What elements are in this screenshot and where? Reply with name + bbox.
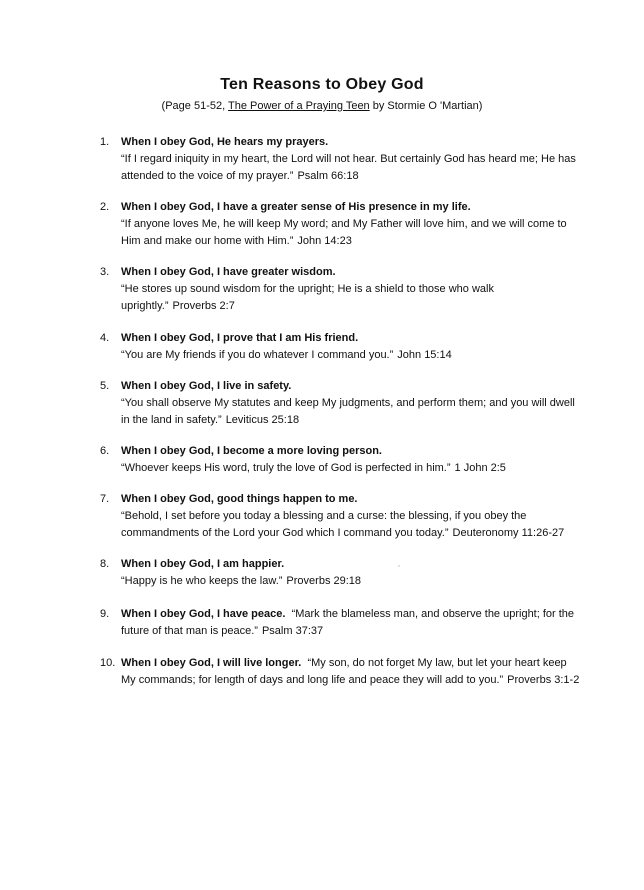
- item-number: 6.: [100, 445, 110, 457]
- item-number: 8.: [100, 558, 110, 570]
- item-heading: When I obey God, I am happier.: [121, 558, 285, 570]
- item-verse: “My son, do not forget My law, but let your heart keep My commands; for length of days and long life and peace they will add to you.”: [121, 657, 567, 686]
- scan-speck: [398, 565, 400, 567]
- list-item: [100, 264, 580, 315]
- item-reference: John 14:23: [297, 235, 352, 247]
- item-reference: Proverbs 29:18: [286, 575, 362, 587]
- item-reference: Psalm 37:37: [261, 625, 324, 637]
- item-reference: John 15:14: [397, 349, 452, 361]
- item-number: 7.: [100, 493, 110, 505]
- item-heading: When I obey God, I have peace.: [121, 608, 286, 620]
- book-title: The Power of a Praying Teen: [228, 100, 370, 112]
- document-subtitle: [0, 100, 644, 112]
- item-heading: When I obey God, I have greater wisdom.: [121, 266, 336, 278]
- item-heading: When I obey God, I have a greater sense of His presence in my life.: [121, 201, 471, 213]
- item-verse: “If anyone loves Me, he will keep My word; and My Father will love him, and we will come to Him and make our home with Him.”: [121, 218, 567, 247]
- list-item: [100, 606, 580, 640]
- item-reference: Proverbs 3:1-2: [507, 674, 580, 686]
- item-reference: 1 John 2:5: [454, 462, 506, 474]
- list-item: [100, 330, 580, 364]
- item-verse: “If I regard iniquity in my heart, the Lord will not hear. But certainly God has heard me; He has attended to the voice of my prayer.”: [121, 153, 576, 182]
- item-verse: “You shall observe My statutes and keep My judgments, and perform them; and you will dwell in the land in safety.”: [121, 397, 575, 426]
- document-title: Ten Reasons to Obey God: [220, 76, 424, 93]
- item-verse: “Behold, I set before you today a blessing and a curse: the blessing, if you obey the commandments of the Lord your God which I command you today.”: [121, 510, 527, 539]
- list-item: [100, 655, 580, 689]
- item-heading: When I obey God, I prove that I am His friend.: [121, 332, 359, 344]
- item-heading: When I obey God, I become a more loving person.: [121, 445, 382, 457]
- item-reference: Psalm 66:18: [297, 170, 359, 182]
- item-heading: When I obey God, I will live longer.: [121, 657, 302, 669]
- list-item: [100, 556, 580, 590]
- item-verse: “He stores up sound wisdom for the upright; He is a shield to those who walk uprightly.”: [121, 283, 494, 312]
- item-number: 3.: [100, 266, 110, 278]
- subtitle-suffix: by Stormie O 'Martian): [369, 100, 483, 112]
- item-number: 1.: [100, 136, 110, 148]
- item-number: 10.: [100, 657, 116, 669]
- subtitle-prefix: (Page 51-52,: [161, 100, 229, 112]
- list-item: [100, 378, 580, 429]
- list-item: [100, 199, 580, 250]
- item-number: 4.: [100, 332, 110, 344]
- item-reference: Deuteronomy 11:26-27: [452, 527, 565, 539]
- item-heading: When I obey God, I live in safety.: [121, 380, 292, 392]
- item-heading: When I obey God, good things happen to me.: [121, 493, 358, 505]
- item-heading: When I obey God, He hears my prayers.: [121, 136, 329, 148]
- item-verse: “Happy is he who keeps the law.”: [121, 575, 283, 587]
- list-item: [100, 134, 580, 185]
- item-reference: Proverbs 2:7: [172, 300, 235, 312]
- list-item: [100, 443, 580, 477]
- item-verse: “Mark the blameless man, and observe the upright; for the future of that man is peace.”: [121, 608, 575, 637]
- item-reference: Leviticus 25:18: [225, 414, 300, 426]
- item-verse: “You are My friends if you do whatever I command you.”: [121, 349, 394, 361]
- item-verse: “Whoever keeps His word, truly the love of God is perfected in him.”: [121, 462, 451, 474]
- item-number: 5.: [100, 380, 110, 392]
- item-number: 2.: [100, 201, 110, 213]
- list-item: [100, 491, 580, 542]
- item-number: 9.: [100, 608, 110, 620]
